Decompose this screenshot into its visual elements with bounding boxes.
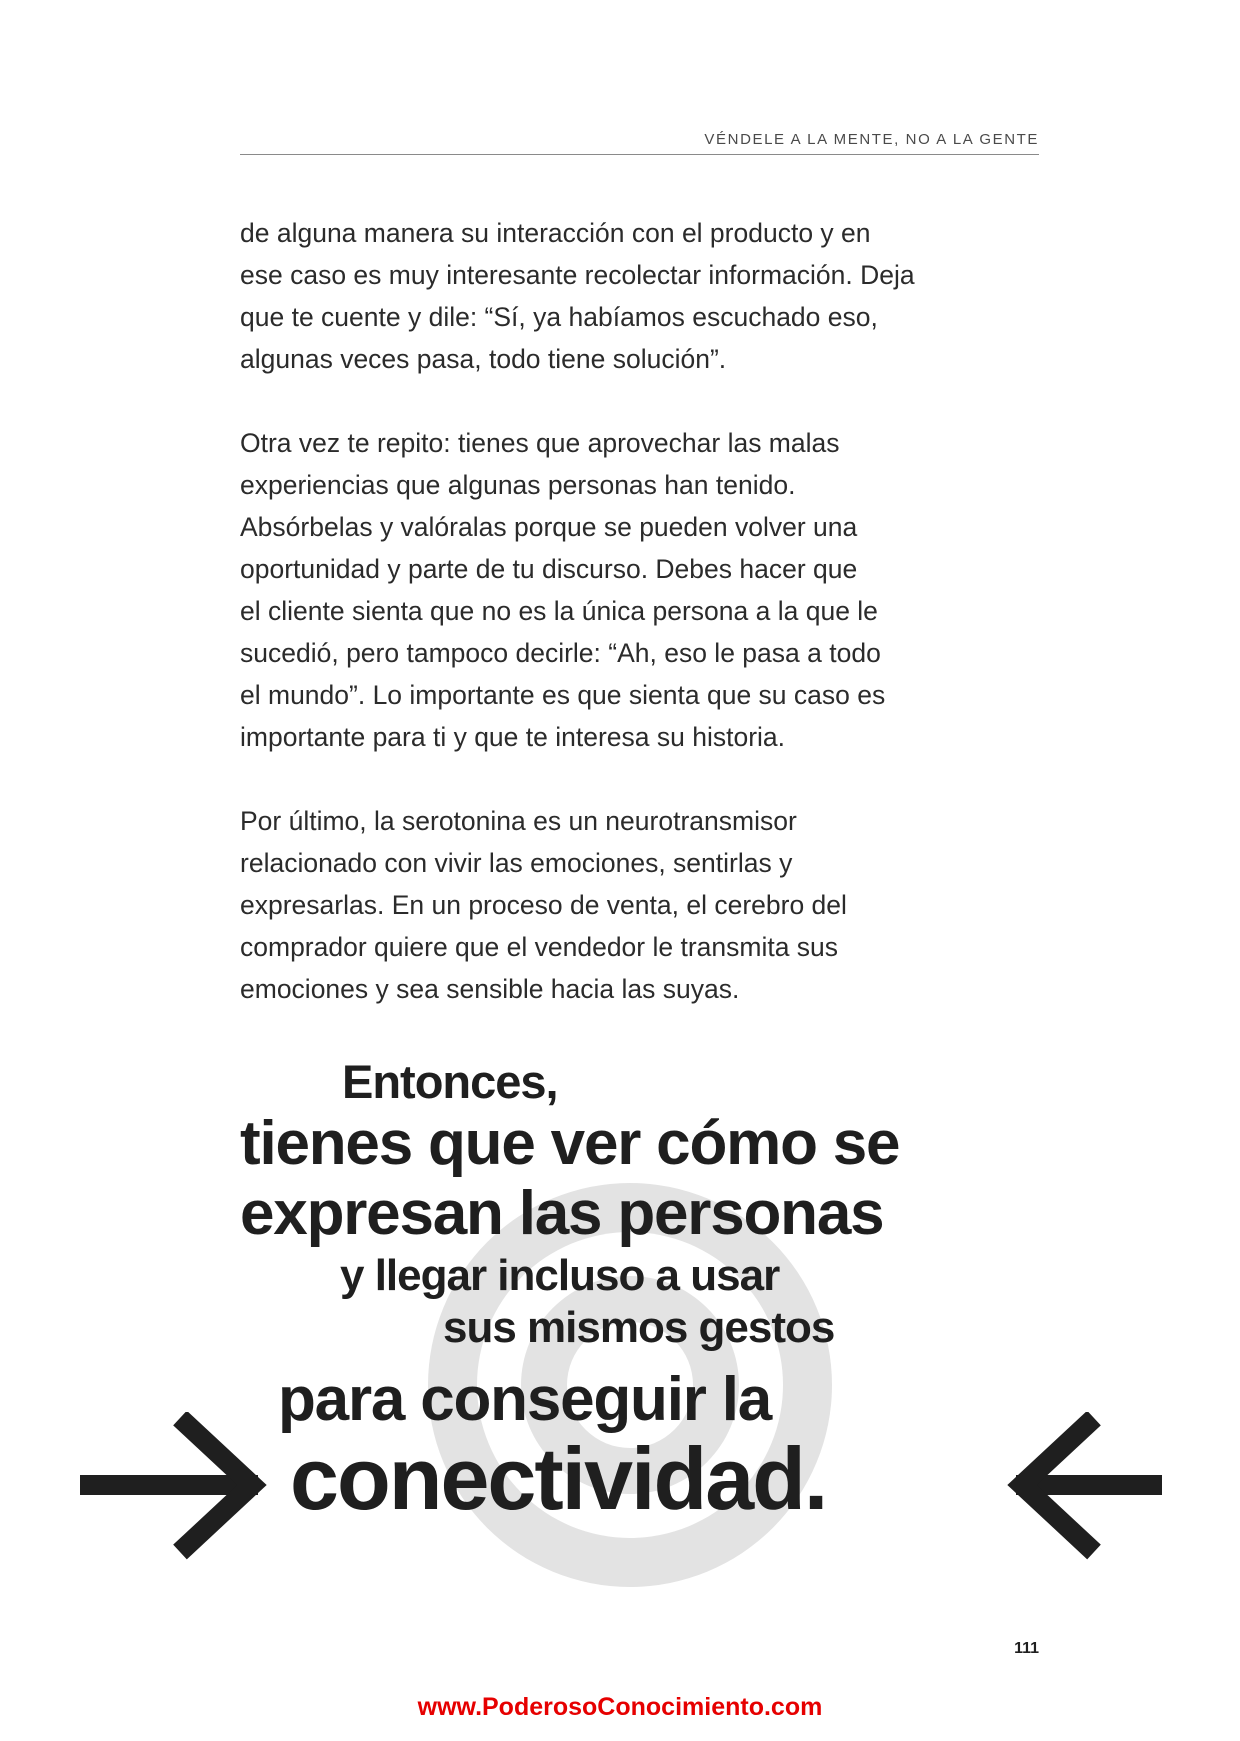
running-header: VÉNDELE A LA MENTE, NO A LA GENTE xyxy=(704,131,1039,148)
pull-quote-line: sus mismos gestos xyxy=(443,1303,835,1352)
text-line: Absórbelas y valóralas porque se pueden volver una xyxy=(240,512,858,542)
text-line: relacionado con vivir las emociones, sentirlas y xyxy=(240,848,793,878)
text-line: de alguna manera su interacción con el producto y en xyxy=(240,218,871,248)
pull-quote-line: expresan las personas xyxy=(240,1179,884,1248)
text-line: que te cuente y dile: “Sí, ya habíamos escuchado eso, xyxy=(240,302,878,332)
text-line: importante para ti y que te interesa su historia. xyxy=(240,722,786,752)
text-line: experiencias que algunas personas han tenido. xyxy=(240,470,796,500)
arrow-right-icon xyxy=(80,1412,280,1562)
text-line: ese caso es muy interesante recolectar información. Deja xyxy=(240,260,915,290)
header-divider xyxy=(240,154,1039,155)
page-number: 111 xyxy=(1014,1640,1039,1657)
text-line: sucedió, pero tampoco decirle: “Ah, eso le pasa a todo xyxy=(240,638,881,668)
body-text xyxy=(240,212,1040,1052)
text-line: Por último, la serotonina es un neurotransmisor xyxy=(240,806,797,836)
paragraph-2 xyxy=(240,422,1040,758)
text-line: oportunidad y parte de tu discurso. Debes hacer que xyxy=(240,554,858,584)
pull-quote-line: tienes que ver cómo se xyxy=(240,1109,900,1178)
text-line: emociones y sea sensible hacia las suyas. xyxy=(240,974,740,1004)
paragraph-1 xyxy=(240,212,1040,380)
arrow-left-icon xyxy=(996,1412,1166,1562)
pull-quote-line: Entonces, xyxy=(342,1055,558,1108)
pull-quote-emphasis: conectividad. xyxy=(290,1429,827,1528)
pull-quote-line: para conseguir la xyxy=(278,1365,772,1434)
text-line: Otra vez te repito: tienes que aprovechar las malas xyxy=(240,428,840,458)
text-line: expresarlas. En un proceso de venta, el cerebro del xyxy=(240,890,847,920)
watermark-link[interactable]: www.PoderosoConocimiento.com xyxy=(417,1693,823,1721)
text-line: algunas veces pasa, todo tiene solución”. xyxy=(240,344,727,374)
pull-quote-line: y llegar incluso a usar xyxy=(340,1251,780,1300)
text-line: comprador quiere que el vendedor le transmita sus xyxy=(240,932,839,962)
text-line: el mundo”. Lo importante es que sienta que su caso es xyxy=(240,680,886,710)
text-line: el cliente sienta que no es la única persona a la que le xyxy=(240,596,878,626)
paragraph-3 xyxy=(240,800,1040,1010)
